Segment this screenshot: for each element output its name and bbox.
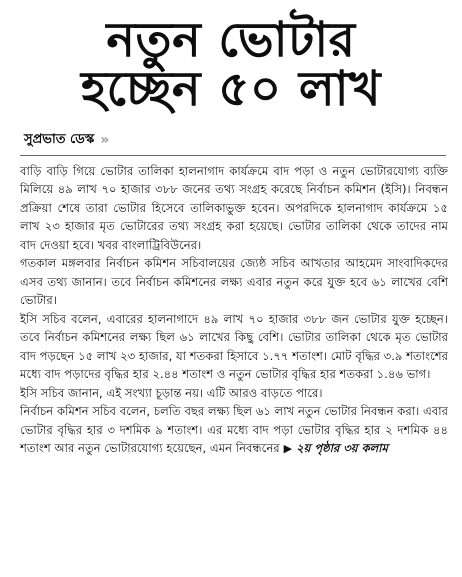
continued-jump-text: ২য় পৃষ্ঠার ৩য় কলাম	[296, 441, 388, 456]
article-paragraph-4: ইসি সচিব জানান, এই সংখ্যা চূড়ান্ত নয়। এটি আরও বাড়তে পারে।	[20, 385, 323, 400]
article-body	[20, 162, 448, 459]
byline-author: সুপ্রভাত ডেস্ক	[24, 131, 95, 147]
byline-divider	[20, 155, 446, 156]
article-paragraph-5-text: নির্বাচন কমিশন সচিব বলেন, চলতি বছর লক্ষ্য ছিল ৬১ লাখ নতুন ভোটার নিবন্ধন করা। এবার ভোটার বৃদ্ধির হার ৩ দশমিক ৯ শতাংশ। এর মধ্যে বাদ পড়া ভোটার বৃদ্ধির হার ২ দশমিক ৪৪ শতাংশ আর নতুন ভোটারযোগ্য হয়েছেন, এমন নিবন্ধনের	[20, 404, 448, 456]
headline	[10, 12, 452, 117]
play-arrow-icon: ▶	[283, 442, 293, 456]
continued-jump	[284, 439, 388, 459]
headline-line-1: নতুন ভোটার	[106, 12, 356, 68]
headline-line-2: হচ্ছেন ৫০ লাখ	[80, 60, 382, 117]
article-paragraph-1: বাড়ি বাড়ি গিয়ে ভোটার তালিকা হালনাগাদ কার্যক্রমে বাদ পড়া ও নতুন ভোটারযোগ্য ব্যক্তি মিলিয়ে ৪৯ লাখ ৭০ হাজার ৩৮৮ জনের তথ্য সংগ্রহ করেছে নির্বাচন কমিশন (ইসি)। নিবন্ধন প্রক্রিয়া শেষে তারা ভোটার হিসেবে তালিকাভুক্ত হবেন। অপরদিকে হালনাগাদ কার্যক্রমে ১৫ লাখ ২৩ হাজার মৃত ভোটারের তথ্য সংগ্রহ করা হয়েছে। ভোটার তালিকা থেকে তাদের নাম বাদ দেওয়া হবে। খবর বাংলাট্রিবিউনের।	[20, 163, 448, 252]
byline	[24, 130, 452, 151]
article-paragraph-3: ইসি সচিব বলেন, এবারের হালনাগাদে ৪৯ লাখ ৭০ হাজার ৩৮৮ জন ভোটার যুক্ত হচ্ছেন। তবে নির্বাচন কমিশনের লক্ষ্য ছিল ৬১ লাখের কিছু বেশি। ভোটার তালিকা থেকে মৃত ভোটার বাদ পড়ছেন ১৫ লাখ ২৩ হাজার, যা শতকরা হিসাবে ১.৭৭ শতাংশ। মোট বৃদ্ধির ৩.৯ শতাংশের মধ্যে বাদ পড়াদের বৃদ্ধির হার ২.৪৪ শতাংশ ও নতুন ভোটার বৃদ্ধির হার শতকরা ১.৪৬ ভাগ।	[20, 311, 448, 382]
article-paragraph-5	[20, 402, 448, 459]
article-paragraph-2: গতকাল মঙ্গলবার নির্বাচন কমিশন সচিবালয়ের জ্যেষ্ঠ সচিব আখতার আহমেদ সাংবাদিকদের এসব তথ্য জানান। তবে নির্বাচন কমিশনের লক্ষ্য এবার নতুন করে যুক্ত হবে ৬১ লাখের বেশি ভোটার।	[20, 256, 448, 308]
chevron-right-icon: »	[100, 132, 110, 149]
